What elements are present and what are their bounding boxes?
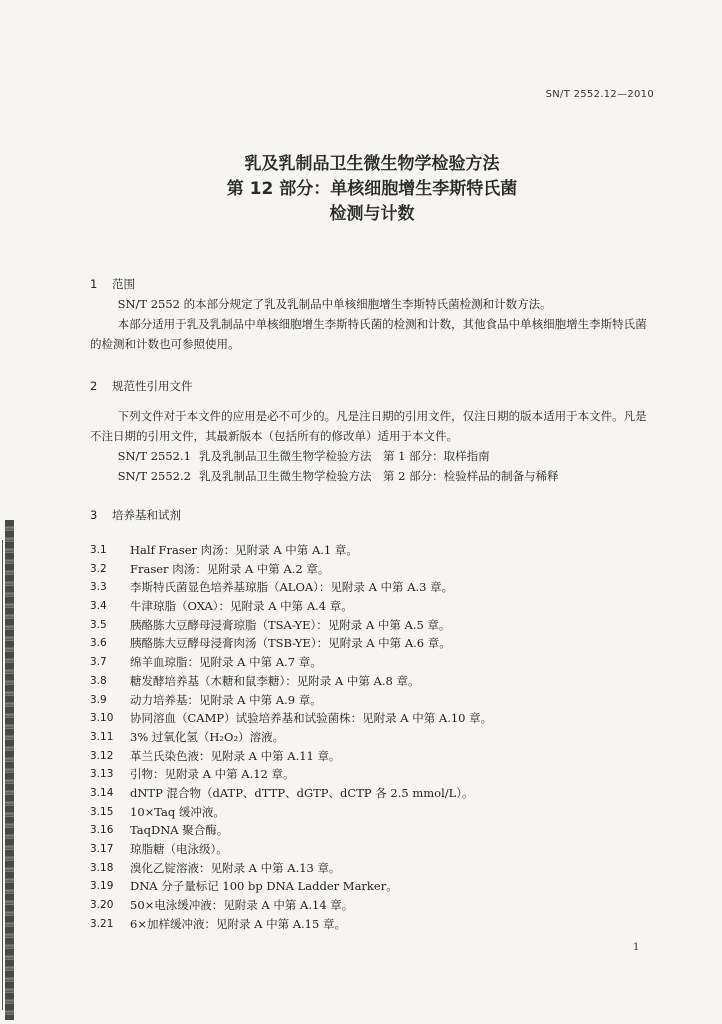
item-text: 3% 过氧化氢（H₂O₂）溶液。 (130, 729, 285, 744)
section-references-body (90, 406, 656, 486)
item-text: dNTP 混合物（dATP、dTTP、dGTP、dCTP 各 2.5 mmol/L）。 (130, 785, 474, 800)
document-body (90, 274, 656, 933)
section-title: 范围 (112, 277, 135, 291)
list-item (90, 747, 656, 766)
item-text: 胰酪胨大豆酵母浸膏琼脂（TSA-YE）：见附录 A 中第 A.5 章。 (130, 617, 451, 632)
paragraph: 本部分适用于乳及乳制品中单核细胞增生李斯特氏菌的检测和计数，其他食品中单核细胞增生李斯特氏菌的检测和计数也可参照使用。 (90, 317, 647, 351)
media-reagent-list (90, 541, 656, 933)
reference-text: 乳及乳制品卫生微生物学检验方法 第 1 部分：取样指南 (198, 449, 490, 463)
binding-edge (5, 520, 14, 1020)
list-item (90, 877, 656, 896)
list-item (90, 859, 656, 878)
section-number: 3 (90, 508, 98, 522)
list-item (90, 821, 656, 840)
item-number: 3.5 (90, 618, 107, 631)
section-number: 2 (90, 379, 98, 393)
list-item (90, 840, 656, 859)
section-heading-normative-references (90, 376, 656, 396)
list-item (90, 915, 656, 934)
list-item (90, 728, 656, 747)
list-item (90, 784, 656, 803)
reference-item (90, 446, 656, 466)
title-line-2: 第 12 部分：单核细胞增生李斯特氏菌 (226, 179, 518, 199)
item-number: 3.12 (90, 749, 114, 762)
item-text: 引物：见附录 A 中第 A.12 章。 (130, 767, 295, 782)
list-item (90, 634, 656, 653)
item-text: DNA 分子量标记 100 bp DNA Ladder Marker。 (130, 879, 398, 894)
item-number: 3.4 (90, 600, 107, 613)
item-number: 3.14 (90, 786, 114, 799)
reference-code: SN/T 2552.2 (117, 469, 191, 483)
item-text: 绵羊血琼脂：见附录 A 中第 A.7 章。 (130, 655, 322, 670)
section-title: 培养基和试剂 (112, 508, 181, 522)
item-text: 50×电泳缓冲液：见附录 A 中第 A.14 章。 (130, 898, 354, 913)
item-text: 协同溶血（CAMP）试验培养基和试验菌株：见附录 A 中第 A.10 章。 (130, 711, 493, 726)
section-heading-scope (90, 274, 656, 294)
item-number: 3.9 (90, 693, 107, 706)
list-item (90, 560, 656, 579)
item-text: 牛津琼脂（OXA）：见附录 A 中第 A.4 章。 (130, 599, 353, 614)
item-number: 3.11 (90, 730, 114, 743)
item-number: 3.20 (90, 899, 114, 912)
item-text: TaqDNA 聚合酶。 (130, 823, 229, 838)
item-text: 10×Taq 缓冲液。 (130, 804, 225, 819)
item-number: 3.3 (90, 581, 107, 594)
list-item (90, 765, 656, 784)
section-title: 规范性引用文件 (112, 379, 193, 393)
document-code: SN/T 2552.12—2010 (545, 89, 654, 100)
item-text: 动力培养基：见附录 A 中第 A.9 章。 (130, 692, 322, 707)
list-item (90, 541, 656, 560)
list-item (90, 578, 656, 597)
page-number: 1 (633, 942, 640, 953)
item-number: 3.2 (90, 562, 107, 575)
paragraph: SN/T 2552 的本部分规定了乳及乳制品中单核细胞增生李斯特氏菌检测和计数方法。 (117, 297, 552, 311)
item-text: 革兰氏染色液：见附录 A 中第 A.11 章。 (130, 748, 341, 763)
section-number: 1 (90, 277, 98, 291)
list-item (90, 616, 656, 635)
section-heading-media-reagents (90, 505, 656, 525)
item-text: 糖发酵培养基（木糖和鼠李糖）：见附录 A 中第 A.8 章。 (130, 673, 420, 688)
item-number: 3.18 (90, 861, 114, 874)
reference-text: 乳及乳制品卫生微生物学检验方法 第 2 部分：检验样品的制备与稀释 (198, 469, 559, 483)
item-number: 3.6 (90, 637, 107, 650)
list-item (90, 672, 656, 691)
item-number: 3.10 (90, 712, 114, 725)
list-item (90, 653, 656, 672)
reference-code: SN/T 2552.1 (117, 449, 191, 463)
item-text: Half Fraser 肉汤：见附录 A 中第 A.1 章。 (130, 543, 358, 557)
item-number: 3.17 (90, 843, 114, 855)
list-item (90, 803, 656, 822)
item-number: 3.8 (90, 674, 107, 687)
title-line-3: 检测与计数 (329, 204, 415, 224)
item-number: 3.21 (90, 917, 114, 930)
item-number: 3.15 (90, 805, 114, 818)
item-text: 溴化乙锭溶液：见附录 A 中第 A.13 章。 (130, 860, 341, 875)
list-item (90, 691, 656, 710)
item-number: 3.16 (90, 824, 114, 837)
title-line-1: 乳及乳制品卫生微生物学检验方法 (244, 154, 500, 174)
list-item (90, 597, 656, 616)
binding-edge-line (2, 540, 3, 1010)
item-text: Fraser 肉汤：见附录 A 中第 A.2 章。 (130, 561, 330, 576)
item-text: 李斯特氏菌显色培养基琼脂（ALOA）：见附录 A 中第 A.3 章。 (130, 580, 454, 595)
list-item (90, 709, 656, 728)
item-text: 胰酪胨大豆酵母浸膏肉汤（TSB-YE）：见附录 A 中第 A.6 章。 (130, 636, 451, 651)
document-title (0, 152, 722, 227)
item-text: 6×加样缓冲液：见附录 A 中第 A.15 章。 (130, 916, 346, 931)
paragraph: 下列文件对于本文件的应用是必不可少的。凡是注日期的引用文件，仅注日期的版本适用于本文件。凡是不注日期的引用文件，其最新版本（包括所有的修改单）适用于本文件。 (90, 409, 647, 443)
list-item (90, 896, 656, 915)
item-number: 3.1 (90, 544, 107, 556)
item-number: 3.19 (90, 880, 114, 893)
item-number: 3.13 (90, 768, 114, 781)
section-scope-body (90, 294, 656, 354)
item-number: 3.7 (90, 656, 107, 669)
item-text: 琼脂糖（电泳级）。 (130, 842, 228, 856)
reference-item (90, 466, 656, 486)
